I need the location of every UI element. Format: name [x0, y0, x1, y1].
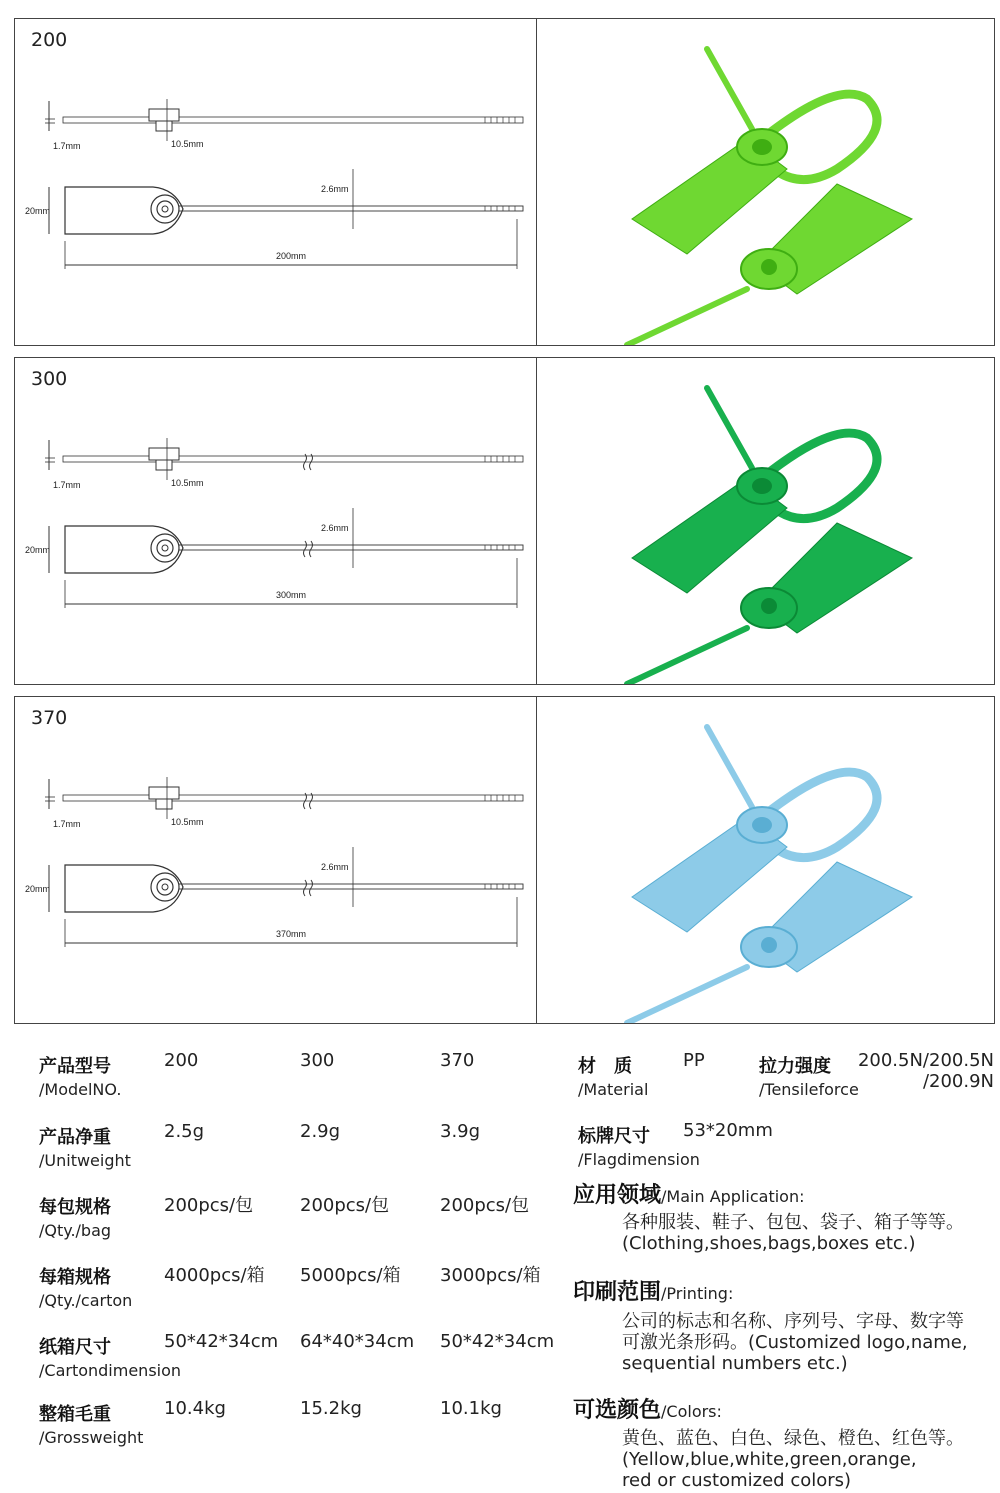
product-panel-200: [14, 18, 995, 346]
spec-label-en: /Qty./bag: [39, 1221, 112, 1240]
application-text: [622, 1212, 964, 1254]
strap-width-label: 2.6mm: [321, 862, 349, 872]
spec-value: 3000pcs/箱: [440, 1265, 541, 1286]
material-value: PP: [683, 1050, 705, 1071]
spec-row-label: [39, 1193, 111, 1240]
break-mark: [304, 880, 307, 896]
side-view-head: [149, 448, 179, 460]
side-view-head: [149, 109, 179, 121]
seal-lock-hole: [752, 817, 772, 833]
seal-strap-tail: [707, 727, 752, 807]
printing-line: 可激光条形码。(Customized logo,name,: [622, 1332, 968, 1353]
thickness-label: 1.7mm: [53, 141, 81, 151]
width-label: 20mm: [25, 884, 51, 894]
spec-label-cn: 整箱毛重: [39, 1404, 111, 1425]
printing-line: sequential numbers etc.): [622, 1353, 848, 1374]
panel-title: 200: [31, 29, 68, 51]
spec-label-cn: 产品型号: [39, 1056, 111, 1077]
top-view-strap: [179, 545, 523, 550]
seal-strap-tail: [707, 49, 752, 129]
side-view-lock: [156, 799, 172, 809]
spec-label-cn: 纸箱尺寸: [39, 1337, 111, 1358]
spec-value: 200: [164, 1050, 199, 1071]
application-line: 各种服装、鞋子、包包、袋子、箱子等等。: [622, 1212, 964, 1233]
spec-label-en: /Unitweight: [39, 1151, 131, 1170]
application-line: (Clothing,shoes,bags,boxes etc.): [622, 1233, 916, 1254]
spec-label-cn: 产品净重: [39, 1127, 111, 1148]
thickness-label: 1.7mm: [53, 819, 81, 829]
application-block: [573, 1178, 804, 1209]
spec-value: 50*42*34cm: [440, 1331, 555, 1352]
head-width-label: 10.5mm: [171, 139, 204, 149]
length-label: 300mm: [275, 590, 307, 600]
spec-label-en: /Qty./carton: [39, 1291, 133, 1310]
printing-block: [573, 1275, 733, 1306]
seal-strap-lower: [627, 967, 747, 1023]
technical-drawing: [15, 19, 535, 345]
tensile-value-2: /200.9N: [922, 1071, 994, 1092]
tensile-value: 200.5N/200.5N: [857, 1050, 994, 1071]
application-heading-en: /Main Application:: [661, 1187, 805, 1206]
strap-width-label: 2.6mm: [321, 184, 349, 194]
spec-label-en: /Cartondimension: [39, 1361, 182, 1380]
tensile-label-cn: 拉力强度: [759, 1056, 831, 1077]
spec-value: 200pcs/包: [164, 1195, 254, 1216]
product-photo: [537, 358, 993, 684]
seal-lock-hole: [752, 478, 772, 494]
lock-hole: [162, 206, 168, 212]
printing-heading: 印刷范围: [573, 1280, 662, 1305]
printing-line: 公司的标志和名称、序列号、字母、数字等: [622, 1311, 964, 1332]
product-panel-300: [14, 357, 995, 685]
seal-lock-pin: [761, 937, 777, 953]
product-photo: [537, 697, 993, 1023]
spec-value: 2.9g: [300, 1121, 341, 1142]
tensile-label-en: /Tensileforce: [759, 1080, 859, 1099]
seal-lock-hole: [752, 139, 772, 155]
seal-strap-tail: [707, 388, 752, 468]
spec-row-label: [39, 1123, 131, 1170]
spec-value: 3.9g: [440, 1121, 481, 1142]
side-view-lock: [156, 460, 172, 470]
spec-row-label: [39, 1400, 143, 1447]
spec-value: 370: [440, 1050, 475, 1071]
product-panel-370: [14, 696, 995, 1024]
printing-heading-en: /Printing:: [661, 1284, 734, 1303]
colors-line: 黄色、蓝色、白色、绿色、橙色、红色等。: [622, 1428, 964, 1449]
spec-value: 300: [300, 1050, 335, 1071]
side-view-strap: [63, 117, 523, 123]
spec-value: 10.1kg: [440, 1398, 502, 1419]
colors-line: (Yellow,blue,white,green,orange,: [622, 1449, 917, 1470]
flag-label-en: /Flagdimension: [578, 1150, 700, 1169]
thickness-label: 1.7mm: [53, 480, 81, 490]
colors-heading: 可选颜色: [573, 1398, 662, 1423]
side-view-strap: [63, 456, 523, 462]
colors-text: [622, 1428, 964, 1491]
colors-line: red or customized colors): [622, 1470, 852, 1491]
spec-row-label: [39, 1263, 132, 1310]
material-label-en: /Material: [578, 1080, 649, 1099]
seal-lock-pin: [761, 259, 777, 275]
technical-drawing: [15, 697, 535, 1023]
side-view-strap: [63, 795, 523, 801]
panel-title: 370: [31, 707, 68, 729]
spec-value: 4000pcs/箱: [164, 1265, 265, 1286]
spec-label-en: /ModelNO.: [39, 1080, 122, 1099]
break-mark: [304, 541, 307, 557]
material-label-cn: 材 质: [578, 1056, 632, 1077]
head-width-label: 10.5mm: [171, 817, 204, 827]
spec-value: 50*42*34cm: [164, 1331, 279, 1352]
seal-strap-lower: [627, 289, 747, 345]
spec-value: 200pcs/包: [300, 1195, 390, 1216]
spec-label-cn: 每箱规格: [39, 1267, 111, 1288]
spec-row-label: [39, 1052, 121, 1099]
width-label: 20mm: [25, 545, 51, 555]
technical-drawing: [15, 358, 535, 684]
panel-title: 300: [31, 368, 68, 390]
material-block: [578, 1052, 648, 1099]
seal-lock-pin: [761, 598, 777, 614]
spec-value: 64*40*34cm: [300, 1331, 415, 1352]
spec-label-cn: 每包规格: [39, 1197, 111, 1218]
product-photo: [537, 19, 993, 345]
spec-row-label: [39, 1333, 181, 1380]
spec-value: 5000pcs/箱: [300, 1265, 401, 1286]
length-label: 200mm: [275, 251, 307, 261]
break-mark: [310, 541, 313, 557]
side-view-lock: [156, 121, 172, 131]
side-view-head: [149, 787, 179, 799]
lock-hole: [162, 545, 168, 551]
break-mark: [310, 880, 313, 896]
spec-label-en: /Grossweight: [39, 1428, 144, 1447]
lock-hole: [162, 884, 168, 890]
spec-value: 2.5g: [164, 1121, 205, 1142]
flag-value: 53*20mm: [683, 1120, 773, 1141]
tensile-block: [759, 1052, 859, 1099]
spec-value: 15.2kg: [300, 1398, 362, 1419]
seal-strap-lower: [627, 628, 747, 684]
flag-block: [578, 1122, 700, 1169]
colors-heading-en: /Colors:: [661, 1402, 722, 1421]
application-heading: 应用领域: [573, 1183, 662, 1208]
length-label: 370mm: [275, 929, 307, 939]
flag-label-cn: 标牌尺寸: [578, 1126, 650, 1147]
colors-block: [573, 1393, 722, 1424]
top-view-strap: [179, 884, 523, 889]
spec-value: 10.4kg: [164, 1398, 226, 1419]
strap-width-label: 2.6mm: [321, 523, 349, 533]
head-width-label: 10.5mm: [171, 478, 204, 488]
width-label: 20mm: [25, 206, 51, 216]
spec-value: 200pcs/包: [440, 1195, 530, 1216]
printing-text: [622, 1311, 968, 1374]
top-view-strap: [179, 206, 523, 211]
